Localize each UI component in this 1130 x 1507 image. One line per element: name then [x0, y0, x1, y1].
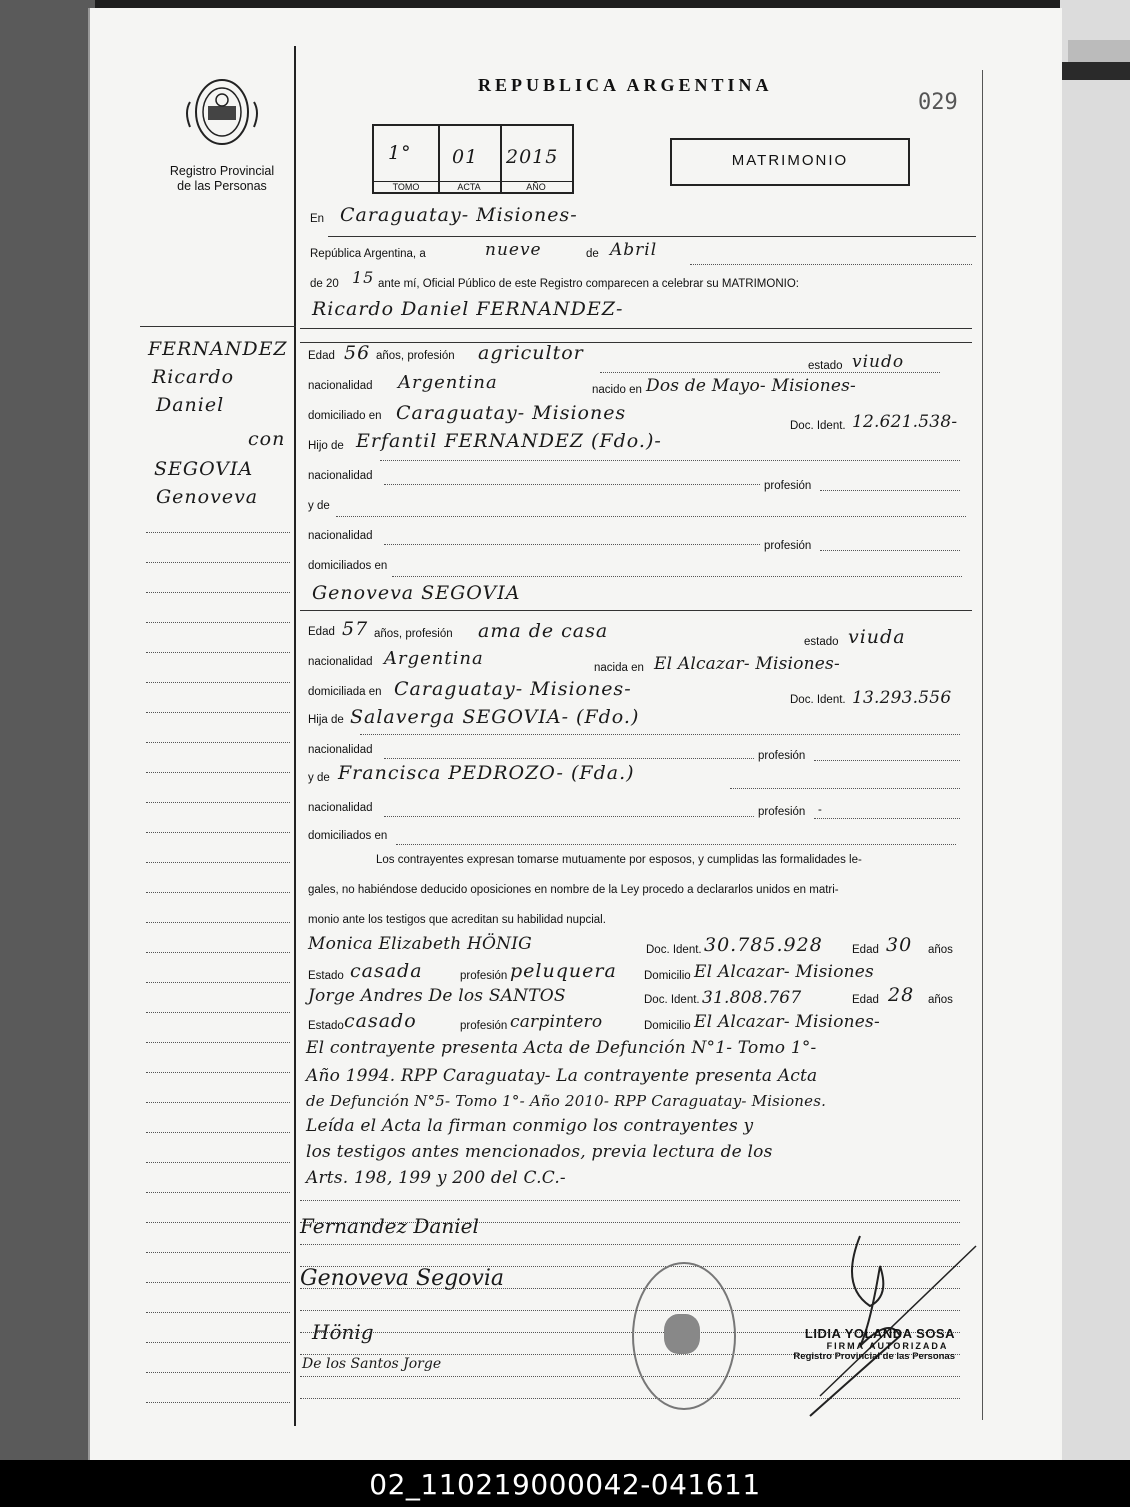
edad-label: Edad	[852, 994, 879, 1006]
margin-line: FERNANDEZ	[148, 338, 288, 360]
margin-line-rule	[146, 1282, 290, 1283]
margin-line: SEGOVIA	[154, 458, 254, 480]
official-institution: Registro Provincial de las Personas	[793, 1351, 955, 1362]
registry-name	[150, 164, 294, 194]
margin-line-rule	[146, 952, 290, 953]
rule	[600, 372, 940, 373]
groom-profession: agricultor	[478, 342, 584, 364]
doc-label: Doc. Ident.	[790, 694, 846, 706]
rule	[384, 484, 760, 485]
place-value: Caraguatay- Misiones-	[340, 204, 578, 226]
doc-label: Doc. Ident.	[790, 420, 846, 432]
profesion-label: profesión	[460, 1020, 508, 1032]
margin-line-rule	[146, 712, 290, 713]
margin-line-rule	[146, 1132, 290, 1133]
rule	[392, 576, 962, 577]
rule	[396, 844, 956, 845]
acta-cell	[438, 126, 502, 192]
groom-born-in: Dos de Mayo- Misiones-	[646, 376, 856, 396]
witness-domicile: El Alcazar- Misiones	[694, 962, 874, 982]
rule	[730, 788, 960, 789]
margin-line-rule	[146, 1072, 290, 1073]
margin-line-rule	[146, 1252, 290, 1253]
bride-born-in: El Alcazar- Misiones-	[654, 654, 840, 674]
registry-line-1: Registro Provincial	[169, 164, 275, 178]
declaration-line: Los contrayentes expresan tomarse mutuamente por esposos, y cumplidas las formalidades le-	[376, 854, 862, 866]
margin-line-rule	[146, 682, 290, 683]
profesion-label: profesión	[758, 750, 806, 762]
declaration-line: gales, no habiéndose deducido oposiciones en nombre de la Ley procedo a declararlos unidos en matri-	[308, 884, 839, 896]
groom-full-name: Ricardo Daniel FERNANDEZ-	[312, 298, 624, 320]
margin-line-rule	[146, 862, 290, 863]
margin-line-rule	[146, 652, 290, 653]
witness-estado: casado	[344, 1010, 417, 1032]
domiciliado-label: domiciliado en	[308, 410, 382, 422]
hijo-de-label: Hijo de	[308, 440, 344, 452]
margin-line-rule	[146, 982, 290, 983]
groom-estado: viudo	[852, 352, 905, 372]
signature-witness-2: De los Santos Jorge	[302, 1356, 442, 1372]
profesion-label: profesión	[460, 970, 508, 982]
tomo-label: TOMO	[374, 181, 438, 192]
profesion-label: profesión	[764, 540, 812, 552]
margin-line-rule	[146, 532, 290, 533]
rule	[384, 816, 754, 817]
domicilio-label: Domicilio	[644, 1020, 691, 1032]
rule	[300, 328, 972, 329]
edad-label: Edad	[308, 350, 335, 362]
profesion-label: profesión	[758, 806, 806, 818]
groom-father: Erfantil FERNANDEZ (Fdo.)-	[356, 430, 662, 452]
month-value: Abril	[610, 240, 658, 260]
rule	[328, 236, 976, 237]
nacionalidad-label: nacionalidad	[308, 530, 373, 542]
anio-cell	[500, 126, 572, 192]
nacionalidad-label: nacionalidad	[308, 380, 373, 392]
domiciliados-label: domiciliados en	[308, 830, 388, 842]
rule	[814, 760, 960, 761]
witness-domicile: El Alcazar- Misiones-	[694, 1012, 880, 1032]
anos-label: años	[928, 994, 953, 1006]
note-line: Año 1994. RPP Caraguatay- La contrayente presenta Acta	[306, 1066, 818, 1086]
nacida-label: nacida en	[594, 662, 644, 674]
anos-label: años	[928, 944, 953, 956]
record-type: MATRIMONIO	[731, 152, 849, 169]
bride-domicile: Caraguatay- Misiones-	[394, 678, 632, 700]
margin-line-rule	[146, 562, 290, 563]
margin-line-rule	[146, 832, 290, 833]
nacionalidad-label: nacionalidad	[308, 744, 373, 756]
republica-label: República Argentina, a	[310, 248, 426, 260]
margin-line-rule	[146, 1402, 290, 1403]
edad-label: Edad	[308, 626, 335, 638]
en-label: En	[310, 213, 325, 225]
rule	[336, 516, 966, 517]
witness-profession: peluquera	[510, 960, 617, 982]
margin-rule-top	[140, 326, 296, 327]
margin-line-rule	[146, 742, 290, 743]
tomo-cell	[374, 126, 440, 192]
bride-estado: viuda	[848, 626, 906, 648]
margin-line-rule	[146, 592, 290, 593]
profesion-value: -	[818, 804, 822, 816]
margin-rule	[294, 46, 296, 1426]
rule	[300, 610, 972, 611]
margin-line-rule	[146, 1222, 290, 1223]
rule	[690, 264, 972, 265]
signature-witness-1: Hönig	[312, 1320, 374, 1344]
estado-label: Estado	[308, 970, 344, 982]
margin-line-rule	[146, 1372, 290, 1373]
estado-label: estado	[808, 360, 843, 372]
comparecen-text: ante mí, Oficial Público de este Registro comparecen a celebrar su MATRIMONIO:	[378, 278, 799, 290]
margin-line: Genoveva	[156, 486, 259, 508]
margin-line: Daniel	[156, 394, 225, 416]
witness-estado: casada	[350, 960, 423, 982]
document-title: REPUBLICA ARGENTINA	[478, 75, 773, 95]
anio-value: 2015	[506, 146, 559, 168]
rule	[820, 490, 960, 491]
bride-mother: Francisca PEDROZO- (Fda.)	[338, 762, 635, 784]
note-line: Leída el Acta la firman conmigo los contrayentes y	[306, 1116, 754, 1136]
witness-name: Monica Elizabeth HÖNIG	[308, 934, 532, 954]
body-line-rule	[300, 1200, 960, 1201]
bride-father: Salaverga SEGOVIA- (Fdo.)	[350, 706, 640, 728]
nacido-label: nacido en	[592, 384, 642, 396]
acta-label: ACTA	[438, 181, 500, 192]
witness-doc: 30.785.928	[704, 934, 823, 956]
nacionalidad-label: nacionalidad	[308, 656, 373, 668]
profesion-label: profesión	[764, 480, 812, 492]
edad-label: Edad	[852, 944, 879, 956]
page-number: 029	[918, 90, 958, 115]
note-line: de Defunción N°5- Tomo 1°- Año 2010- RPP Caraguatay- Misiones.	[306, 1092, 827, 1110]
margin-line-rule	[146, 1312, 290, 1313]
scan-background-left	[0, 0, 95, 1460]
tomo-value: 1°	[388, 142, 412, 164]
witness-age: 28	[888, 984, 915, 1006]
bride-age: 57	[342, 618, 369, 640]
margin-line-rule	[146, 1192, 290, 1193]
note-line: El contrayente presenta Acta de Defunción N°1- Tomo 1°-	[306, 1038, 817, 1058]
witness-age: 30	[886, 934, 913, 956]
estado-label: Estado	[308, 1020, 344, 1032]
scan-background-bar	[1060, 62, 1130, 80]
signature-groom: Fernandez Daniel	[300, 1214, 479, 1238]
bride-doc: 13.293.556	[852, 688, 952, 708]
rule	[360, 734, 960, 735]
declaration-line: monio ante los testigos que acreditan su habilidad nupcial.	[308, 914, 606, 926]
rule	[820, 550, 960, 551]
day-value: nueve	[485, 240, 542, 260]
bride-full-name: Genoveva SEGOVIA	[312, 582, 521, 604]
margin-line-rule	[146, 922, 290, 923]
domiciliada-label: domiciliada en	[308, 686, 382, 698]
rule	[380, 460, 960, 461]
bride-profession: ama de casa	[478, 620, 609, 642]
margin-line-rule	[146, 1102, 290, 1103]
nacionalidad-label: nacionalidad	[308, 802, 373, 814]
year-prefix: de 20	[310, 278, 339, 290]
province-emblem-icon	[184, 72, 260, 152]
margin-line-rule	[146, 1162, 290, 1163]
acta-value: 01	[452, 146, 479, 168]
witness-name: Jorge Andres De los SANTOS	[308, 986, 566, 1006]
scan-footer	[0, 1460, 1130, 1507]
margin-line-rule	[146, 1042, 290, 1043]
official-name: LIDIA YOLANDA SOSA	[804, 1326, 955, 1341]
record-reference-box	[372, 124, 574, 194]
de-label: de	[586, 248, 599, 260]
rule	[814, 818, 960, 819]
right-rule	[982, 70, 983, 1420]
rule	[384, 758, 754, 759]
official-seal	[632, 1262, 736, 1410]
hija-de-label: Hija de	[308, 714, 344, 726]
margin-line-rule	[146, 802, 290, 803]
anos-profesion-label: años, profesión	[374, 628, 453, 640]
official-stamp	[780, 1326, 955, 1362]
groom-doc: 12.621.538-	[852, 412, 958, 432]
witness-profession: carpintero	[510, 1012, 603, 1032]
margin-line-rule	[146, 892, 290, 893]
margin-line-rule	[146, 772, 290, 773]
note-line: Arts. 198, 199 y 200 del C.C.-	[306, 1168, 566, 1188]
estado-label: estado	[804, 636, 839, 648]
y-de-label: y de	[308, 500, 330, 512]
anos-profesion-label: años, profesión	[376, 350, 455, 362]
nacionalidad-label: nacionalidad	[308, 470, 373, 482]
domiciliados-label: domiciliados en	[308, 560, 388, 572]
anio-label: AÑO	[500, 181, 572, 192]
record-type-box	[670, 138, 910, 186]
margin-line-rule	[146, 1342, 290, 1343]
scan-background-right	[1060, 0, 1130, 1460]
seal-emblem-icon	[664, 1314, 700, 1354]
margin-line: Ricardo	[152, 366, 235, 388]
witness-doc: 31.808.767	[702, 988, 802, 1008]
doc-label: Doc. Ident.	[646, 944, 702, 956]
margin-line-rule	[146, 622, 290, 623]
groom-domicile: Caraguatay- Misiones	[396, 402, 627, 424]
signature-bride: Genoveva Segovia	[300, 1266, 504, 1291]
doc-label: Doc. Ident.	[644, 994, 700, 1006]
rule	[300, 342, 972, 343]
groom-age: 56	[344, 342, 371, 364]
year-suffix: 15	[352, 268, 375, 287]
official-role: FIRMA AUTORIZADA	[826, 1341, 949, 1351]
scan-id: 02_110219000042-041611	[369, 1468, 761, 1501]
y-de-label: y de	[308, 772, 330, 784]
domicilio-label: Domicilio	[644, 970, 691, 982]
note-line: los testigos antes mencionados, previa lectura de los	[306, 1142, 773, 1162]
registry-line-2: de las Personas	[177, 179, 267, 193]
margin-line: con	[248, 428, 286, 450]
margin-line-rule	[146, 1012, 290, 1013]
bride-nationality: Argentina	[384, 648, 484, 669]
groom-nationality: Argentina	[398, 372, 498, 393]
rule	[384, 544, 760, 545]
